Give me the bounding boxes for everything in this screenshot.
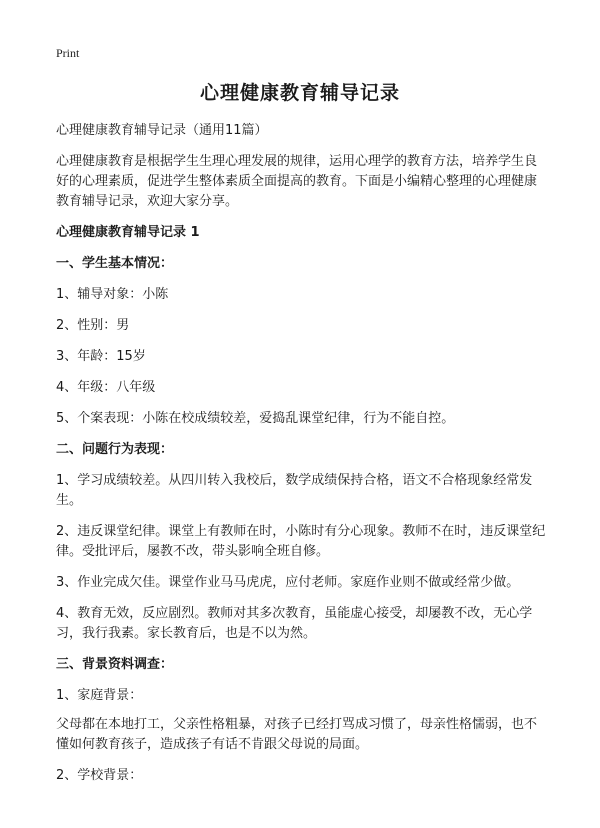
behavior-item: 4、教育无效，反应剧烈。教师对其多次教育，虽能虚心接受，却屡教不改，无心学习，我行我素。家长教育后，也是不以为然。 bbox=[56, 606, 533, 641]
section-heading-background: 三、背景资料调查： bbox=[56, 657, 174, 672]
document-body bbox=[56, 121, 548, 797]
background-school-label: 2、学校背景： bbox=[56, 768, 143, 783]
print-label: Print bbox=[56, 46, 80, 60]
basic-info-item: 4、年级：八年级 bbox=[56, 380, 156, 395]
behavior-item: 2、违反课堂纪律。课堂上有教师在时，小陈时有分心现象。教师不在时，违反课堂纪律。受批评后，屡教不改，带头影响全班自修。 bbox=[56, 524, 546, 559]
background-family-label: 1、家庭背景： bbox=[56, 688, 143, 703]
behavior-item: 3、作业完成欠佳。课堂作业马马虎虎，应付老师。家庭作业则不做或经常少做。 bbox=[56, 575, 520, 590]
subtitle: 心理健康教育辅导记录（通用11篇） bbox=[56, 123, 268, 138]
background-family-text: 父母都在本地打工，父亲性格粗暴，对孩子已经打骂成习惯了，母亲性格懦弱，也不懂如何教育孩子，造成孩子有话不肯跟父母说的局面。 bbox=[56, 717, 538, 752]
intro-paragraph: 心理健康教育是根据学生生理心理发展的规律，运用心理学的教育方法，培养学生良好的心理素质，促进学生整体素质全面提高的教育。下面是小编精心整理的心理健康教育辅导记录，欢迎大家分享。 bbox=[56, 154, 538, 209]
record-title: 心理健康教育辅导记录 1 bbox=[56, 225, 200, 240]
basic-info-item: 5、个案表现：小陈在校成绩较差，爱捣乱课堂纪律，行为不能自控。 bbox=[56, 411, 455, 426]
basic-info-item: 1、辅导对象：小陈 bbox=[56, 287, 169, 302]
behavior-item: 1、学习成绩较差。从四川转入我校后，数学成绩保持合格，语文不合格现象经常发生。 bbox=[56, 473, 533, 508]
basic-info-item: 3、年龄：15岁 bbox=[56, 349, 146, 364]
basic-info-item: 2、性别：男 bbox=[56, 318, 130, 333]
page-title: 心理健康教育辅导记录 bbox=[199, 82, 400, 104]
section-heading-behaviors: 二、问题行为表现： bbox=[56, 442, 174, 457]
section-heading-basic-info: 一、学生基本情况： bbox=[56, 256, 174, 271]
